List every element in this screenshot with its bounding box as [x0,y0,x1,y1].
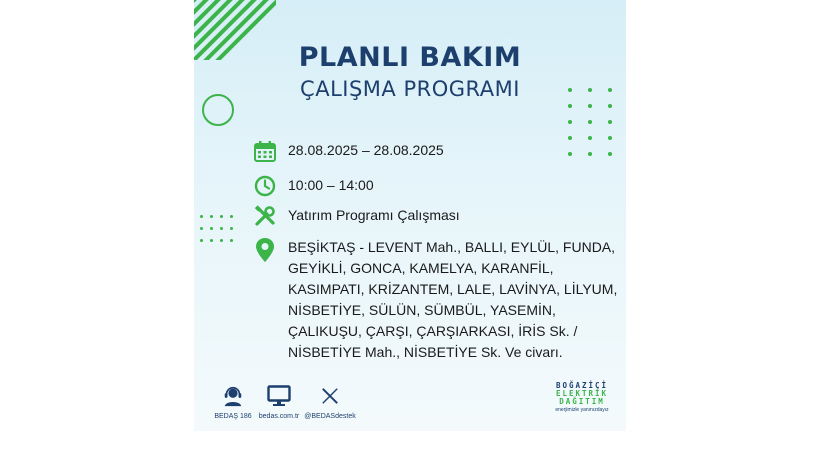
social-label: @BEDASdestek [304,413,356,420]
monitor-icon [267,385,291,407]
time-range: 10:00 – 14:00 [288,177,374,193]
page-subtitle: ÇALIŞMA PROGRAMI [300,77,520,101]
calendar-icon [254,140,276,162]
location-pin-icon [254,237,276,263]
announcement-card [194,0,626,431]
location-text: BEŞİKTAŞ - LEVENT Mah., BALLI, EYLÜL, FUNDA, GEYİKLİ, GONCA, KAMELYA, KARANFİL, KASIMPATI, KRİZANTEM, LALE, LAVİNYA, LİLYUM, NİSBETİYE, SÜLÜN, SÜMBÜL, YASEMİN, ÇALIKUŞU, ÇARŞI, ÇARŞIARKASI, İRİS Sk. / NİSBETİYE Mah., NİSBETİYE Sk. Ve civarı. [288,239,618,360]
logo-line-2: ELEKTRİK [555,389,609,398]
footer-social[interactable] [304,384,356,426]
work-type: Yatırım Programı Çalışması [288,207,460,223]
logo-slogan: enerjimizle yanınızdayız [555,407,609,413]
date-range: 28.08.2025 – 28.08.2025 [288,142,444,158]
web-label: bedas.com.tr [258,413,300,420]
logo-line-3: DAĞITIM [559,397,605,406]
location-row [254,237,618,363]
logo-line-1: BOĞAZİÇİ [555,381,609,390]
tools-icon [254,205,276,227]
x-logo-icon [321,387,339,405]
work-type-row [254,205,460,227]
headset-icon [222,385,244,407]
clock-icon [254,175,276,197]
phone-label: BEDAŞ 186 [214,413,252,420]
footer-phone[interactable] [208,384,258,426]
time-row [254,175,374,197]
date-row [254,140,444,162]
page-title: PLANLI BAKIM [298,42,522,73]
decorative-ring [202,94,234,126]
footer-web[interactable] [254,384,304,426]
company-logo [551,382,613,413]
